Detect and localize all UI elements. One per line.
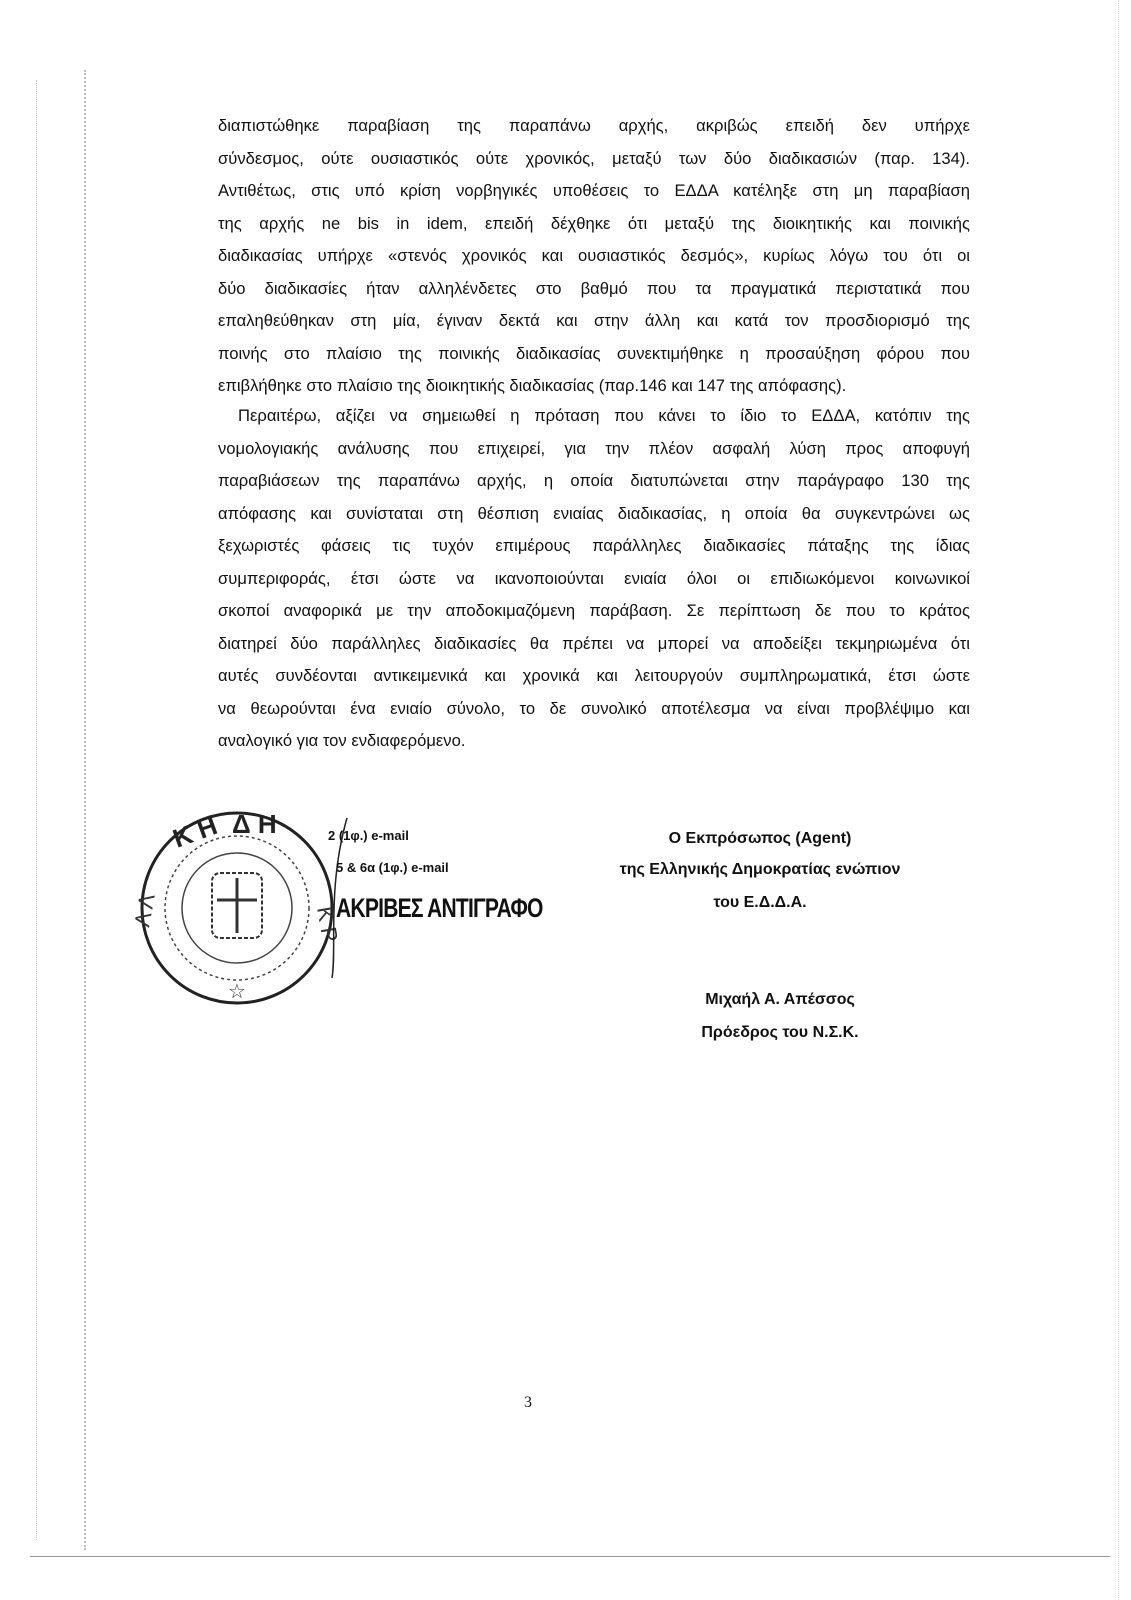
scan-edge-artifact — [36, 80, 37, 1540]
certified-copy-stamp: ΑΚΡΙΒΕΣ ΑΝΤΙΓΡΑΦΟ — [336, 893, 543, 923]
text-line: διαδικασίας υπήρχε «στενός χρονικός και ουσιαστικός δεσμός», κυρίως λόγω του ότι οι — [218, 246, 970, 265]
text-line: παραβιάσεων της παραπάνω αρχής, η οποία διατυπώνεται στην παράγραφο 130 της — [218, 471, 970, 490]
text-line: σύνδεσμος, ούτε ουσιαστικός ούτε χρονικός, μεταξύ των δύο διαδικασιών (παρ. 134). — [218, 148, 970, 168]
text-line: σκοποί αναφορικά με την αποδοκιμαζόμενη παράβαση. Σε περίπτωση δε που το κράτος — [218, 601, 970, 620]
text-line: Περαιτέρω, αξίζει να σημειωθεί η πρόταση που κάνει το ίδιο το ΕΔΔΑ, κατόπιν της — [238, 406, 970, 425]
paragraph-1 — [218, 110, 970, 403]
svg-text:Κ Η: Κ Η — [168, 810, 222, 854]
distribution-line-2: 5 & 6α (1φ.) e-mail — [336, 860, 449, 875]
scan-edge-artifact — [84, 70, 86, 1550]
text-line: ξεχωριστές φάσεις τις τυχόν επιμέρους παράλληλες διαδικασίες πάταξης της ίδιας — [218, 536, 970, 555]
text-line: Αντιθέτως, στις υπό κρίση νορβηγικές υποθέσεις το ΕΔΔΑ κατέληξε στη μη παραβίαση — [218, 181, 970, 200]
text-line: της αρχής ne bis in idem, επειδή δέχθηκε ότι μεταξύ της διοικητικής και ποινικής — [218, 213, 970, 233]
signatory-title-3: του Ε.Δ.Δ.Α. — [713, 894, 807, 911]
text-line: επαληθεύθηκαν στη μία, έγιναν δεκτά και στην άλλη και κατά τον προσδιορισμό της — [218, 311, 970, 330]
text-line: δύο διαδικασίες ήταν αλληλένδετες στο βαθμό που τα πραγματικά περιστατικά που — [218, 278, 970, 298]
svg-text:Κ Ρ: Κ Ρ — [312, 904, 343, 944]
signatory-role: Πρόεδρος του Ν.Σ.Κ. — [701, 1024, 859, 1041]
text-line: απόφασης και συνίσταται στη θέσπιση ενιαίας διαδικασίας, η οποία θα συγκεντρώνει ως — [218, 503, 970, 523]
signatory-name: Μιχαήλ Α. Απέσσος — [705, 991, 855, 1008]
scan-edge-artifact — [1118, 0, 1119, 1600]
signatory-title-2: της Ελληνικής Δημοκρατίας ενώπιον — [619, 861, 901, 878]
text-line: ποινής στο πλαίσιο της ποινικής διαδικασίας συνεκτιμήθηκε η προσαύξηση φόρου που — [218, 343, 970, 363]
svg-text:Λ Λ: Λ Λ — [129, 891, 160, 929]
text-line: διαπιστώθηκε παραβίαση της παραπάνω αρχής, ακριβώς επειδή δεν υπήρχε — [218, 116, 970, 135]
official-seal-stamp — [129, 808, 347, 1018]
svg-text:Δ Η: Δ Η — [232, 809, 277, 839]
distribution-line-1: 2 (1φ.) e-mail — [328, 828, 409, 843]
text-line: να θεωρούνται ένα ενιαίο σύνολο, το δε συνολικό αποτέλεσμα να είναι προβλέψιμο και — [218, 698, 970, 718]
text-line: νομολογιακής ανάλυσης που επιχειρεί, για την πλέον ασφαλή λύση προς αποφυγή — [218, 438, 970, 458]
svg-text:☆: ☆ — [228, 981, 246, 1003]
paragraph-2 — [218, 400, 970, 758]
text-line: επιβλήθηκε στο πλαίσιο της διοικητικής διαδικασίας (παρ.146 και 147 της απόφασης). — [218, 376, 847, 395]
page-number: 3 — [524, 1394, 532, 1411]
text-line: συμπεριφοράς, έτσι ώστε να ικανοποιούνται ενιαία όλοι οι επιδιωκόμενοι κοινωνικοί — [218, 568, 970, 588]
text-line: διατηρεί δύο παράλληλες διαδικασίες θα πρέπει να μπορεί να αποδείξει τεκμηριωμένα ότι — [218, 633, 970, 653]
text-line: αυτές συνδέονται αντικειμενικά και χρονικά και λειτουργούν συμπληρωματικά, έτσι ώστε — [218, 666, 970, 685]
text-line: αναλογικό για τον ενδιαφερόμενο. — [218, 731, 466, 750]
scan-edge-artifact — [30, 1556, 1110, 1557]
signatory-title-1: Ο Εκπρόσωπος (Agent) — [668, 830, 852, 847]
